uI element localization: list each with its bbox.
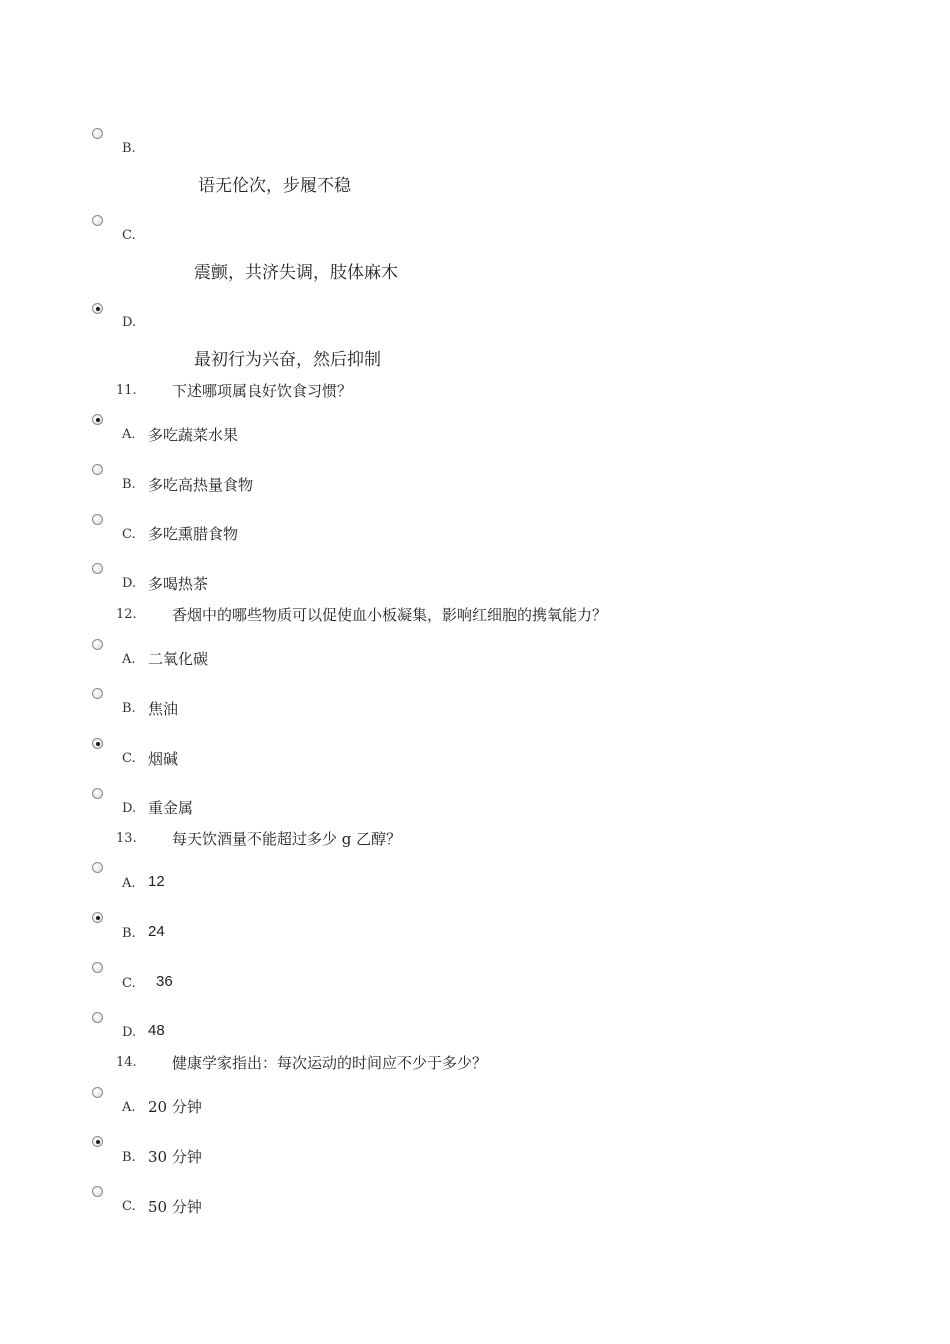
- option-text: 语无伦次，步履不稳: [198, 176, 351, 196]
- radio-prev-b[interactable]: [92, 128, 103, 139]
- option-letter: B.: [122, 701, 136, 716]
- question-text: 香烟中的哪些物质可以促使血小板凝集，影响红细胞的携氧能力？: [172, 606, 608, 624]
- option-text: 48: [148, 1022, 165, 1039]
- option-text: 20 分钟: [148, 1098, 202, 1116]
- radio-q11-b[interactable]: [92, 464, 103, 475]
- option-letter: C.: [122, 751, 136, 766]
- option-letter: C.: [122, 1199, 136, 1214]
- radio-q12-b[interactable]: [92, 688, 103, 699]
- option-letter: D.: [122, 1025, 137, 1040]
- option-letter: D.: [122, 801, 137, 816]
- option-letter: C.: [122, 976, 136, 991]
- option-text: 30 分钟: [148, 1148, 202, 1166]
- radio-q13-a[interactable]: [92, 862, 103, 873]
- radio-prev-d[interactable]: [92, 303, 103, 314]
- question-number: 13.: [116, 831, 137, 846]
- option-letter: B.: [122, 141, 136, 156]
- option-letter: D.: [122, 576, 137, 591]
- option-text: 重金属: [148, 799, 194, 817]
- option-text: 二氧化碳: [148, 650, 209, 668]
- radio-q12-d[interactable]: [92, 788, 103, 799]
- option-letter: B.: [122, 926, 136, 941]
- option-letter: B.: [122, 477, 136, 492]
- option-letter: A.: [122, 652, 136, 667]
- option-text: 烟碱: [148, 750, 179, 768]
- radio-q14-c[interactable]: [92, 1186, 103, 1197]
- option-text: 多喝热茶: [148, 575, 209, 593]
- question-number: 14.: [116, 1055, 137, 1070]
- question-number: 11.: [116, 383, 137, 398]
- option-text: 50 分钟: [148, 1198, 202, 1216]
- option-text: 多吃高热量食物: [148, 476, 254, 494]
- radio-q14-a[interactable]: [92, 1087, 103, 1098]
- radio-q14-b[interactable]: [92, 1136, 103, 1147]
- radio-prev-c[interactable]: [92, 215, 103, 226]
- radio-q11-d[interactable]: [92, 563, 103, 574]
- option-letter: C.: [122, 527, 136, 542]
- radio-q12-a[interactable]: [92, 639, 103, 650]
- option-letter: A.: [122, 1100, 136, 1115]
- option-text: 最初行为兴奋，然后抑制: [194, 350, 381, 370]
- option-letter: C.: [122, 228, 136, 243]
- question-text: 健康学家指出：每次运动的时间应不少于多少？: [172, 1054, 488, 1072]
- option-letter: A.: [122, 427, 136, 442]
- option-text: 多吃熏腊食物: [148, 525, 239, 543]
- option-text: 震颤，共济失调，肢体麻木: [194, 263, 398, 283]
- option-text: 焦油: [148, 700, 179, 718]
- radio-q12-c[interactable]: [92, 738, 103, 749]
- question-text: 每天饮酒量不能超过多少 g 乙醇？: [172, 830, 402, 848]
- option-text: 24: [148, 923, 165, 940]
- option-text: 多吃蔬菜水果: [148, 426, 239, 444]
- option-letter: B.: [122, 1150, 136, 1165]
- radio-q13-b[interactable]: [92, 912, 103, 923]
- question-text: 下述哪项属良好饮食习惯？: [172, 382, 353, 400]
- radio-q13-c[interactable]: [92, 962, 103, 973]
- option-text: 36: [156, 973, 173, 990]
- option-letter: D.: [122, 315, 137, 330]
- question-number: 12.: [116, 607, 137, 622]
- option-letter: A.: [122, 876, 136, 891]
- option-text: 12: [148, 873, 165, 890]
- radio-q11-a[interactable]: [92, 414, 103, 425]
- radio-q13-d[interactable]: [92, 1012, 103, 1023]
- radio-q11-c[interactable]: [92, 514, 103, 525]
